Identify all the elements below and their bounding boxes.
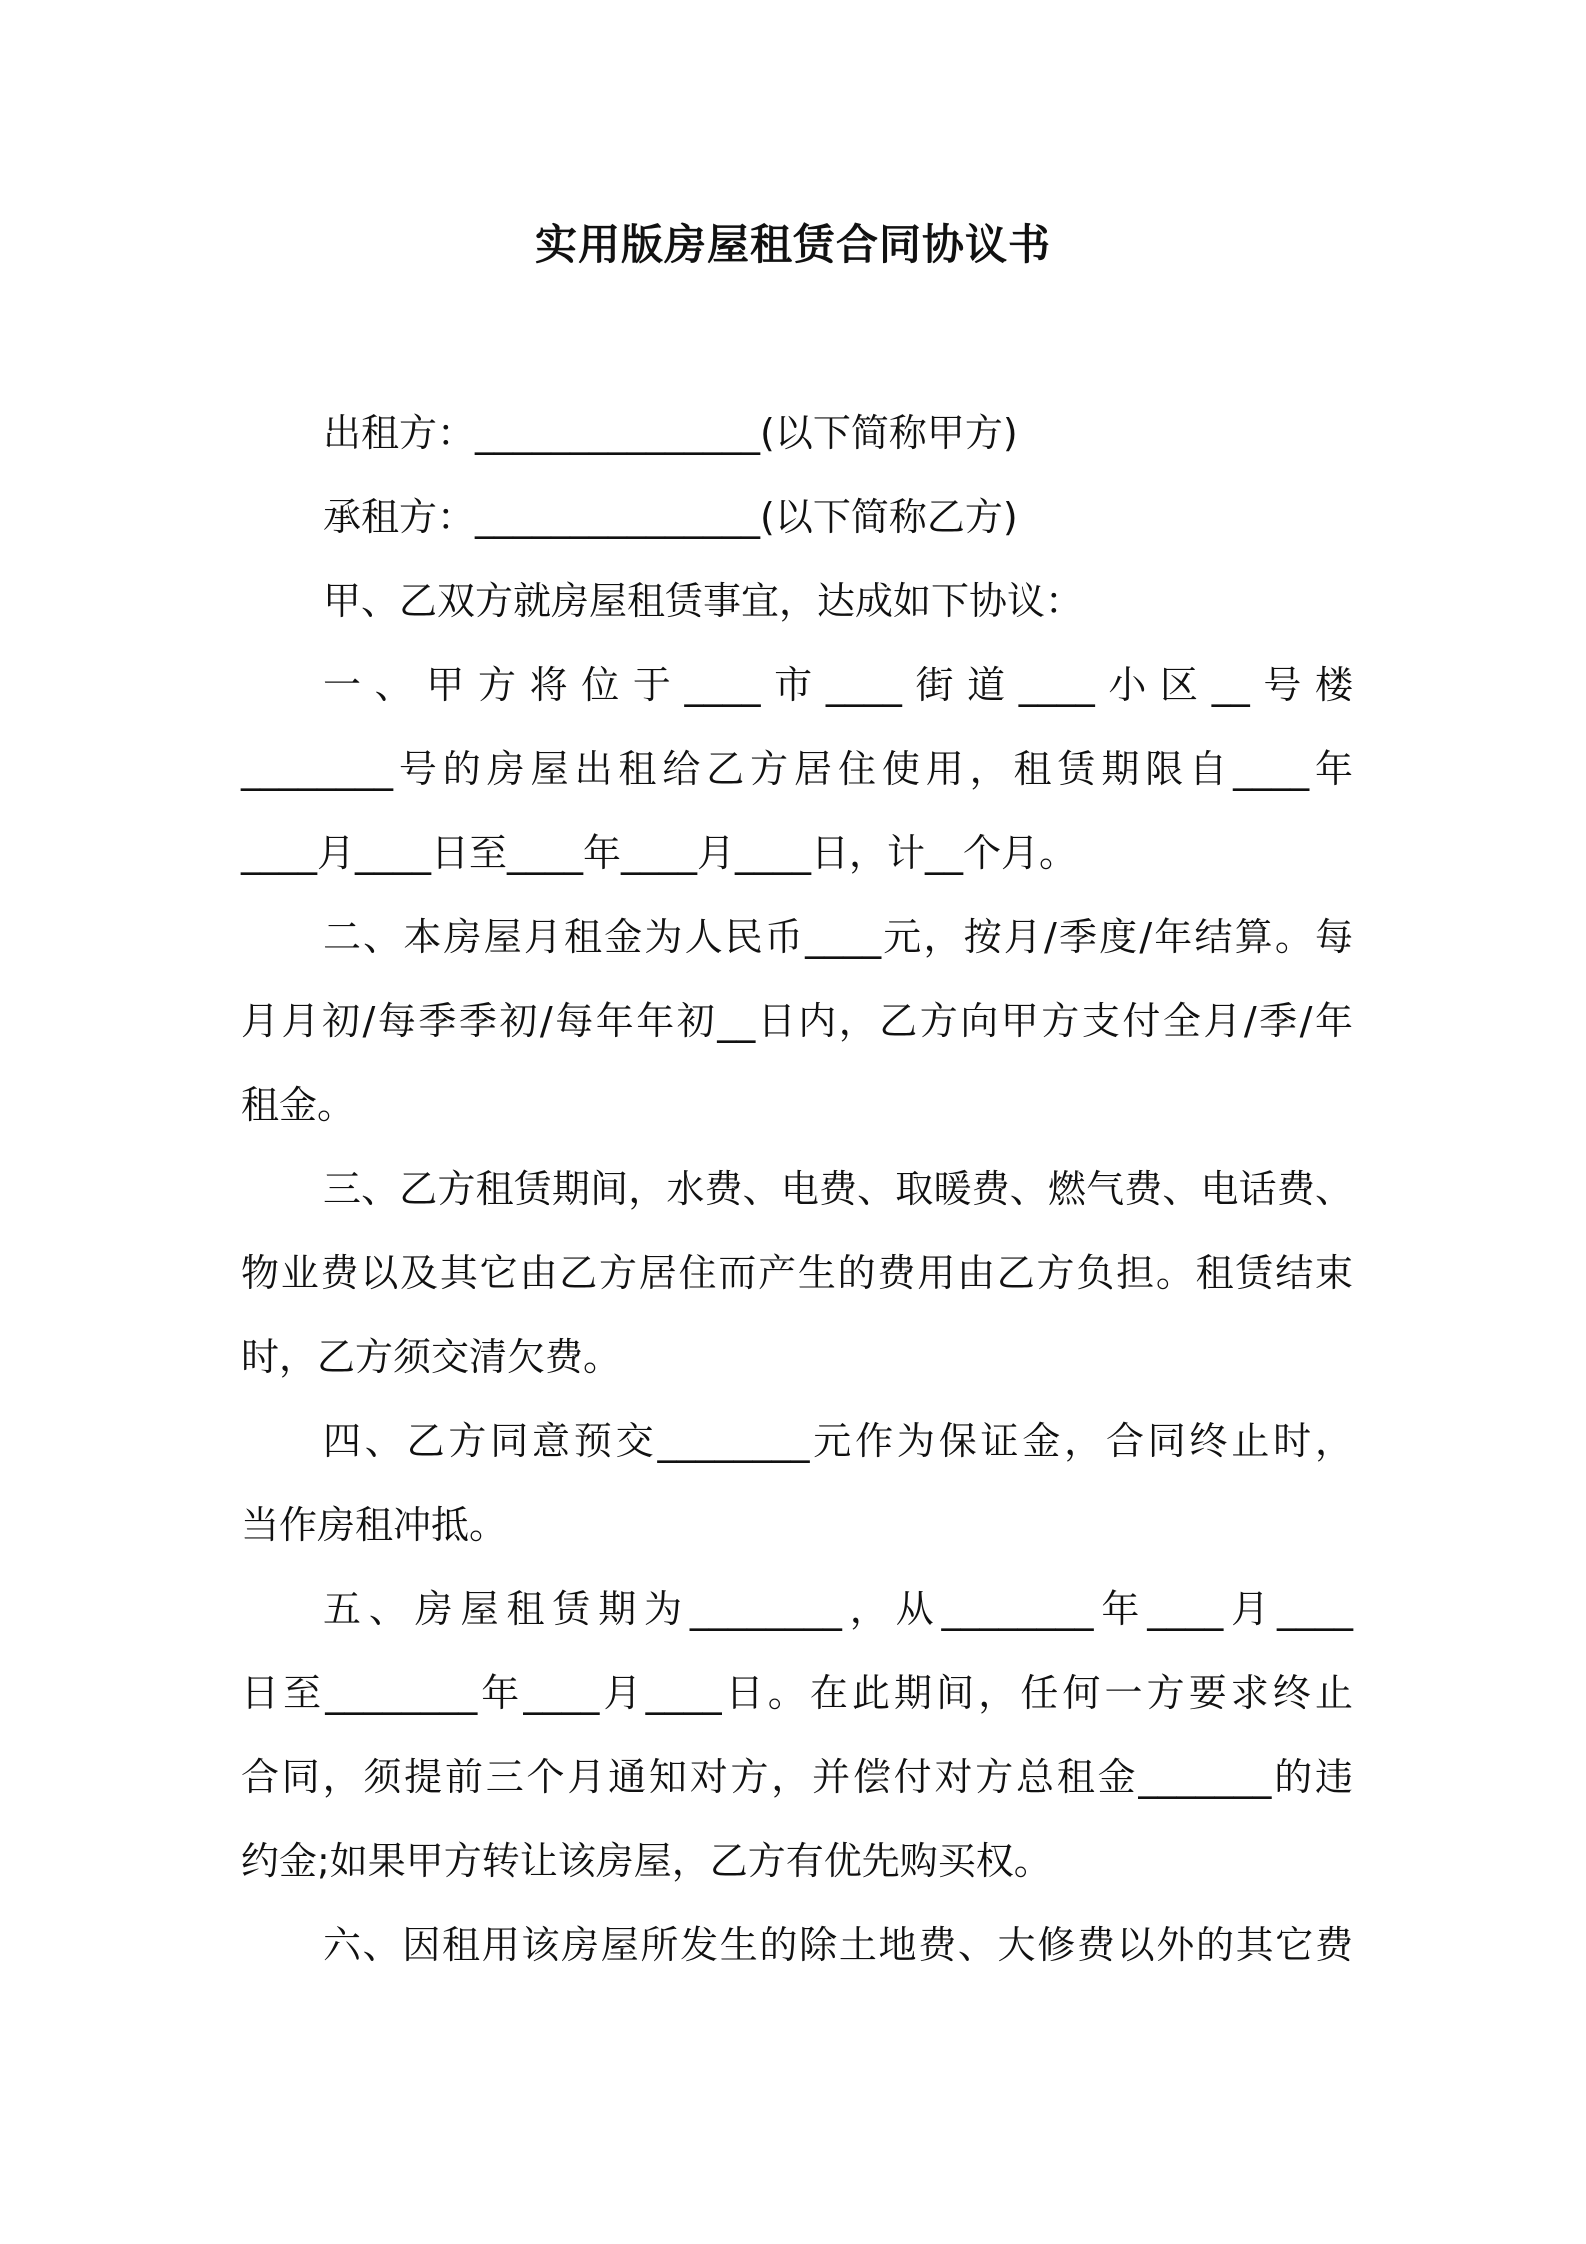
clause-5-line-4: 约金;如果甲方转让该房屋，乙方有优先购买权。: [241, 1839, 1052, 1883]
clause-3-line-1: 三、乙方租赁期间，水费、电费、取暖费、燃气费、电话费、: [323, 1167, 1353, 1211]
clause-1-line-2: ________号的房屋出租给乙方居住使用，租赁期限自____年: [241, 747, 1353, 791]
clause-5-line-3: 合同，须提前三个月通知对方，并偿付对方总租金_______的违: [241, 1755, 1353, 1799]
clause-1-line-3: ____月____日至____年____月____日，计__个月。: [241, 831, 1078, 875]
clause-3-line-3: 时，乙方须交清欠费。: [241, 1335, 622, 1379]
clause-5-line-1: 五、房屋租赁期为________，从________年____月____: [323, 1587, 1353, 1631]
document-title: 实用版房屋租赁合同协议书: [534, 220, 1051, 269]
clause-1-line-1: 一、甲方将位于____市____街道____小区__号楼: [323, 663, 1353, 707]
clause-5-line-2: 日至________年____月____日。在此期间，任何一方要求终止: [241, 1671, 1353, 1715]
lessee-line: 承租方：_______________(以下简称乙方): [323, 495, 1018, 539]
clause-4-line-2: 当作房租冲抵。: [241, 1503, 508, 1547]
clause-2-line-1: 二、本房屋月租金为人民币____元，按月/季度/年结算。每: [323, 915, 1353, 959]
clause-2-line-3: 租金。: [241, 1083, 356, 1127]
clause-3-line-2: 物业费以及其它由乙方居住而产生的费用由乙方负担。租赁结束: [241, 1251, 1353, 1295]
clause-2-line-2: 月月初/每季季初/每年年初__日内，乙方向甲方支付全月/季/年: [241, 999, 1353, 1043]
clause-6-line-1: 六、因租用该房屋所发生的除土地费、大修费以外的其它费: [323, 1923, 1353, 1967]
clause-4-line-1: 四、乙方同意预交________元作为保证金，合同终止时，: [323, 1419, 1353, 1463]
agreement-intro: 甲、乙双方就房屋租赁事宜，达成如下协议：: [323, 579, 1084, 623]
lessor-line: 出租方：_______________(以下简称甲方): [323, 411, 1018, 455]
